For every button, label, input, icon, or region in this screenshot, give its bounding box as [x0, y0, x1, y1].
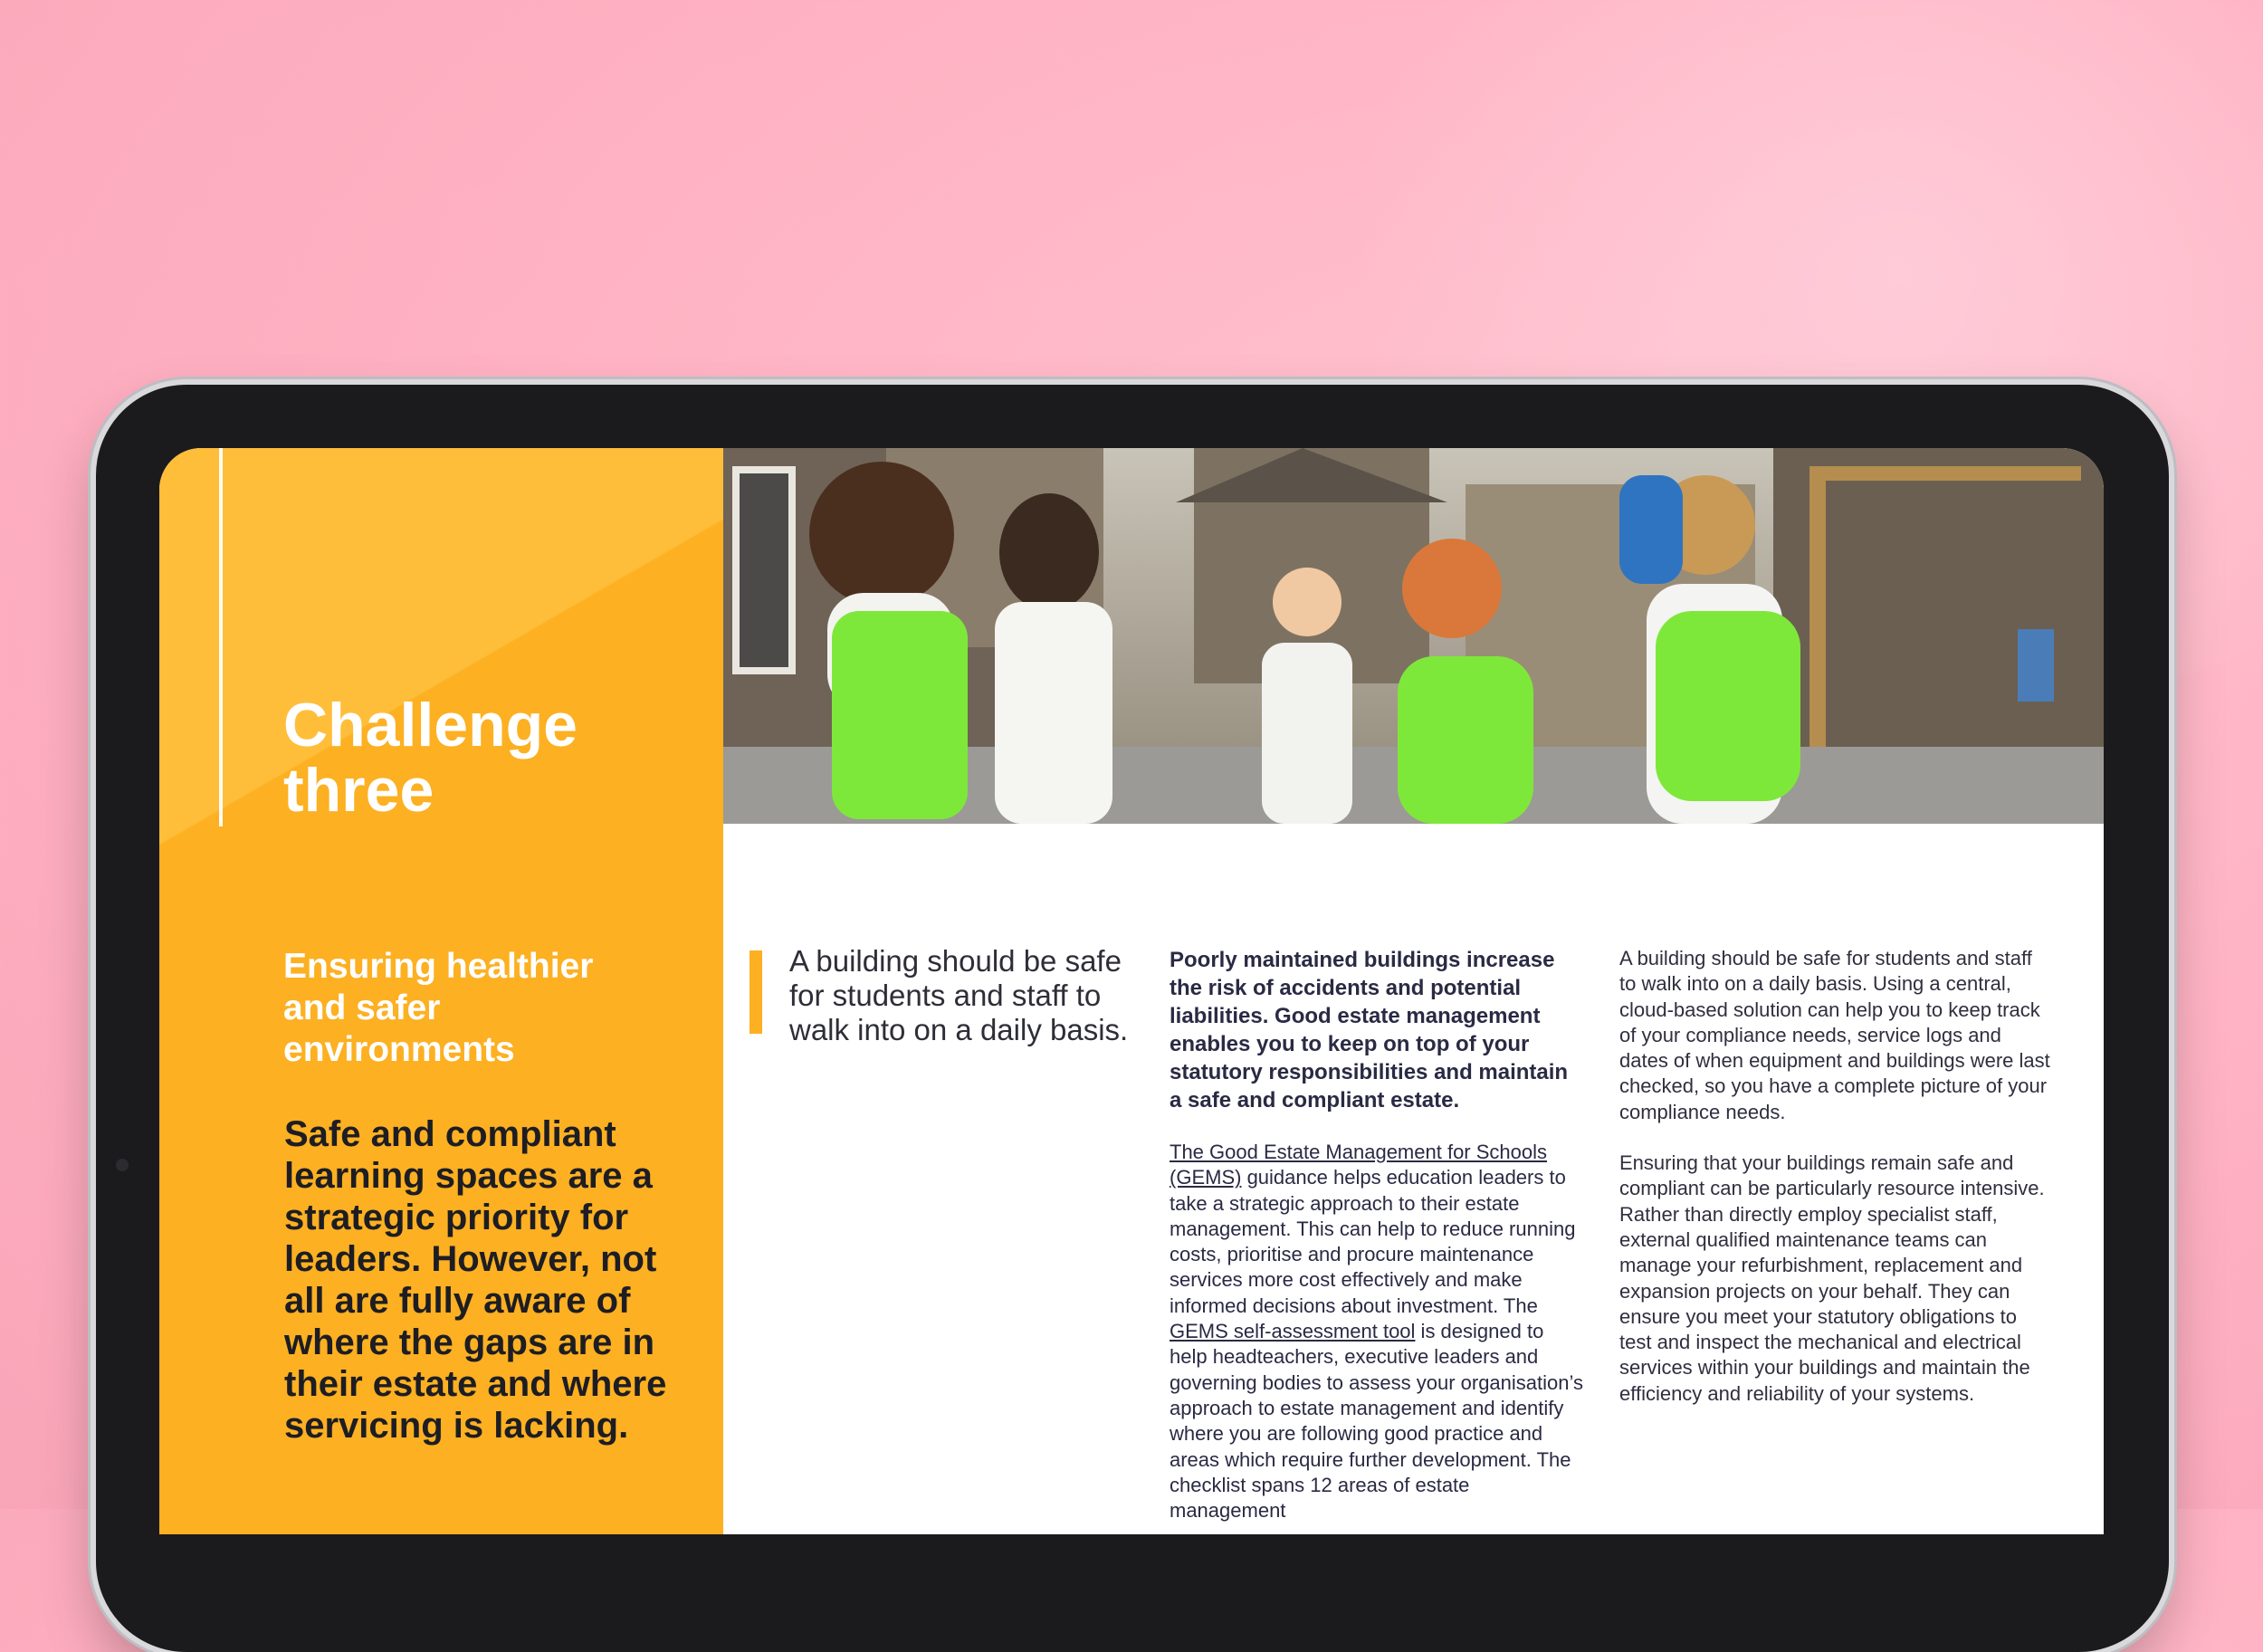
gems-text-2: is designed to help headteachers, executive leaders and governing bodies to assess your organisation’s approach to estate management and identify where you are following good practice and areas which require further development. The checklist spans 12 areas of estate management — [1170, 1320, 1583, 1523]
title-line-2: three — [283, 756, 434, 825]
children-playing-image — [723, 448, 2104, 824]
divider-line — [219, 448, 223, 826]
quote-accent-bar — [750, 950, 762, 1034]
pull-quote: A building should be safe for students and staff to walk into on a daily basis. — [789, 944, 1129, 1046]
camera-icon — [116, 1159, 129, 1171]
title-line-1: Challenge — [283, 691, 578, 759]
lead-paragraph: Safe and compliant learning spaces are a strategic priority for leaders. However, not all are fully aware of where the gaps are in their estate and where servicing is lacking. — [284, 1114, 667, 1446]
compliance-paragraph: A building should be safe for students and staff to walk into on a daily basis. Using a central, cloud-based solution can help you to keep track of your compliance needs, service logs and dates of when equipment and buildings were last checked, so you have a complete picture of your compliance needs. — [1619, 947, 2050, 1123]
gems-text-1: guidance helps education leaders to take a strategic approach to their estate management. This can help to reduce running costs, prioritise and procure maintenance services more cost effectively and make informed decisions about investment. The — [1170, 1166, 1576, 1317]
tablet-screen — [159, 448, 2104, 1534]
hero-photo — [723, 448, 2104, 824]
sidebar-panel — [159, 448, 723, 1534]
maintenance-paragraph: Ensuring that your buildings remain safe and compliant can be particularly resource intensive. Rather than directly employ specialist staff, external qualified maintenance teams can manage your refurbishment, replacement and expansion projects on your behalf. They can ensure you meet your statutory obligations to test and inspect the mechanical and electrical services within your buildings and maintain the efficiency and reliability of your systems. — [1619, 1151, 2045, 1405]
gems-guidance-link[interactable]: The Good Estate Management for Schools (GEMS) — [1170, 1141, 1548, 1189]
gems-tool-link[interactable]: GEMS self-assessment tool — [1170, 1320, 1416, 1343]
page-title — [283, 692, 664, 823]
content-column-3 — [1619, 946, 2054, 1432]
page-subtitle: Ensuring healthier and safer environments — [283, 947, 594, 1069]
gems-paragraph — [1170, 1140, 1586, 1523]
intro-bold: Poorly maintained buildings increase the risk of accidents and potential liabilities. Good estate management enables you to keep on top of your statutory responsibilities and maintain a safe and compliant estate. — [1170, 948, 1569, 1112]
content-column-2 — [1170, 946, 1586, 1523]
